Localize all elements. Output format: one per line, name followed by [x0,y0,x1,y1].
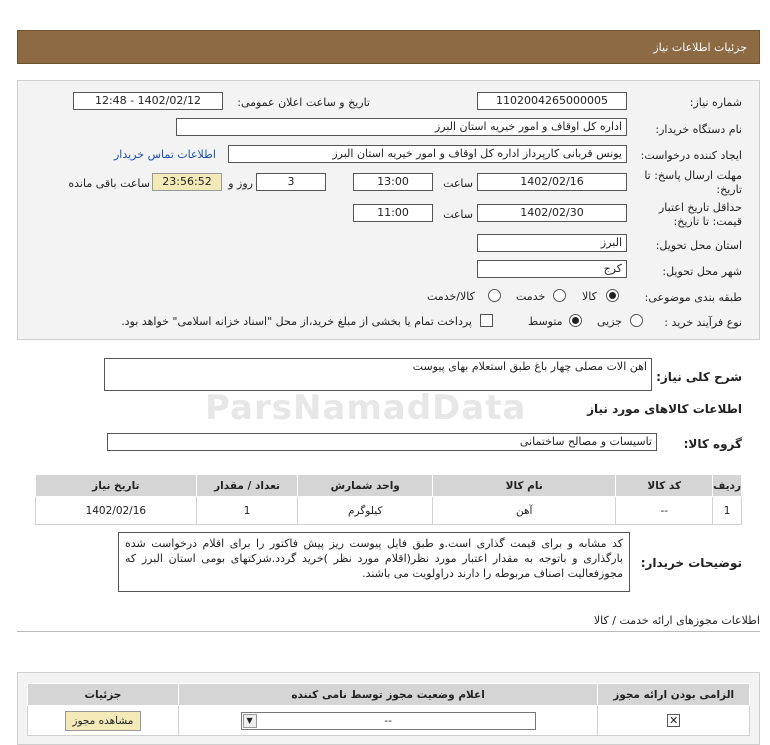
cell-code: -- [616,497,713,525]
price-validity-label-1: حداقل تاریخ اعتبار [658,201,742,214]
col-qty: تعداد / مقدار [196,475,298,497]
process-label: نوع فرآیند خرید : [664,316,742,329]
col-code: کد کالا [616,475,713,497]
reply-deadline-label-1: مهلت ارسال پاسخ: تا [644,169,742,182]
col-name: نام کالا [433,475,616,497]
process-radio-minor[interactable] [630,314,643,327]
col-row: ردیف [713,475,742,497]
province-label: استان محل تحویل: [655,239,742,252]
licenses-section-header [17,610,760,632]
reply-deadline-time[interactable]: 13:00 [353,173,433,191]
table-row[interactable] [36,497,742,525]
category-option-goods-service: کالا/خدمت [427,290,475,303]
license-status-value: -- [384,714,392,727]
license-required-checkbox[interactable]: ✕ [669,714,679,727]
treasury-checkbox[interactable] [480,314,493,327]
category-radio-service[interactable] [553,289,566,302]
category-option-goods: کالا [582,290,597,303]
process-option-medium: متوسط [528,315,563,328]
cell-unit: کیلوگرم [298,497,433,525]
cell-qty: 1 [196,497,298,525]
category-option-service: خدمت [516,290,546,303]
cell-date: 1402/02/16 [36,497,197,525]
licenses-table-header [28,684,750,706]
cell-name: آهن [433,497,616,525]
cell-row: 1 [713,497,742,525]
reply-deadline-date[interactable]: 1402/02/16 [477,173,627,191]
summary-field[interactable]: اهن الات مصلی چهار باغ طبق استعلام بهای پیوست [104,358,652,391]
announce-label: تاریخ و ساعت اعلان عمومی: [237,96,370,109]
buyer-notes-field[interactable]: کد مشابه و برای قیمت گذاری است.و طبق فایل پیوست ریز پیش فاکتور را برای اقلام درخواست شده بارگذاری و باتوجه به مقدار اعتبار مورد نظر(اقلام مورد نظر )خرید گردد.شرکتهای بومی استان البرز که مجوزفعالیت اصناف مربوطه را دارند دراولویت می باشند. [118,532,630,592]
city-label: شهر محل تحویل: [662,265,742,278]
treasury-note: پرداخت تمام یا بخشی از مبلغ خرید،از محل "اسناد خزانه اسلامی" خواهد بود. [121,315,472,328]
table-row [28,706,750,736]
summary-label: شرح کلی نیاز: [656,370,742,384]
category-radio-goods[interactable] [606,289,619,302]
page-header [17,30,760,64]
items-table [35,474,742,525]
category-radio-goods-service[interactable] [488,289,501,302]
reply-deadline-label-2: تاریخ: [716,183,742,196]
col-license-status: اعلام وضعیت مجوز توسط نامی کننده [178,684,598,706]
price-validity-label-2: قیمت: تا تاریخ: [673,215,742,228]
province-field[interactable]: البرز [477,234,627,252]
price-time-label: ساعت [443,208,473,221]
days-label: روز و [228,177,253,190]
col-date: تاریخ نیاز [36,475,197,497]
remaining-time: 23:56:52 [152,173,222,191]
buyer-contact-link[interactable]: اطلاعات تماس خریدار [114,148,216,161]
requester-field[interactable]: یونس قربانی کارپرداز اداره کل اوقاف و امور خیریه استان البرز [228,145,627,163]
need-number-field[interactable]: 1102004265000005 [477,92,627,110]
announce-field[interactable]: 1402/02/12 - 12:48 [73,92,223,110]
price-validity-date[interactable]: 1402/02/30 [477,204,627,222]
license-details-cell [28,706,179,736]
buyer-org-field[interactable]: اداره کل اوقاف و امور خیریه استان البرز [176,118,627,136]
watermark: ParsNamadData [205,388,527,428]
col-license-details: جزئیات [28,684,179,706]
licenses-section-title: اطلاعات مجوزهای ارائه خدمت / کالا [593,614,760,627]
chevron-down-icon: ▼ [243,714,257,728]
license-status-select[interactable] [241,712,536,730]
requester-label: ایجاد کننده درخواست: [640,149,742,162]
buyer-notes-label: توضیحات خریدار: [640,556,742,570]
buyer-org-label: نام دستگاه خریدار: [655,123,742,136]
category-label: طبقه بندی موضوعی: [644,291,742,304]
license-required-cell [598,706,750,736]
need-number-label: شماره نیاز: [689,96,742,109]
view-license-button[interactable]: مشاهده مجوز [65,711,141,731]
page-title: جزئیات اطلاعات نیاز [653,41,747,54]
goods-group-field[interactable]: تاسیسات و مصالح ساختمانی [107,433,657,451]
price-validity-time[interactable]: 11:00 [353,204,433,222]
col-license-required: الزامی بودن ارائه مجوز [598,684,750,706]
process-radio-medium[interactable] [569,314,582,327]
items-table-header [36,475,742,497]
goods-group-label: گروه کالا: [683,437,742,451]
process-option-minor: جزیی [597,315,623,328]
reply-days[interactable]: 3 [256,173,326,191]
license-status-cell [178,706,598,736]
city-field[interactable]: کرج [477,260,627,278]
remaining-label: ساعت باقی مانده [68,177,150,190]
licenses-table [27,683,750,736]
goods-info-title: اطلاعات کالاهای مورد نیاز [587,402,742,416]
col-unit: واحد شمارش [298,475,433,497]
reply-time-label: ساعت [443,177,473,190]
